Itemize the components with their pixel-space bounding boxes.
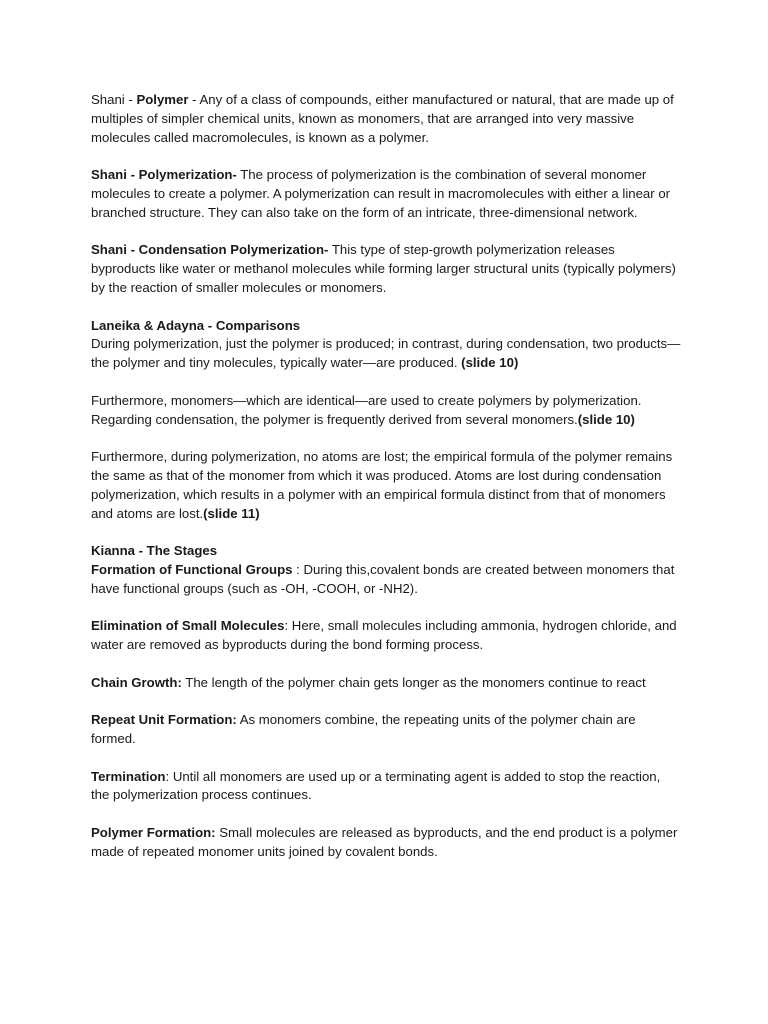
stage-text: Small molecules are released as byproducts, and the end product is a polymer made of repeated monomer units joined by covalent bonds.	[91, 825, 678, 859]
stage-text: As monomers combine, the repeating units of the polymer chain are formed.	[91, 712, 636, 747]
slide-reference: (slide 10)	[577, 411, 635, 427]
stage-term: Repeat Unit Formation:	[91, 712, 237, 728]
slide-reference: (slide 11)	[203, 505, 260, 521]
stage-elimination	[91, 617, 681, 655]
comparison-1-text: During polymerization, just the polymer is produced; in contrast, during condensation, two products—the polymer and tiny molecules, typically water—are produced.	[91, 336, 681, 371]
polymerization-text: The process of polymerization is the combination of several monomer molecules to create a polymer. A polymerization can result in macromolecules with either a linear or branched structure. They can also take on the form of an intricate, three-dimensional network.	[91, 167, 671, 220]
polymerization-heading: Shani - Polymerization-	[91, 167, 237, 183]
polymer-definition	[91, 91, 681, 147]
stage-text: The length of the polymer chain gets longer as the monomers continue to react	[181, 674, 646, 690]
stage-functional-groups	[91, 561, 681, 599]
comparison-paragraph-2	[91, 392, 681, 430]
stage-term: Chain Growth:	[91, 674, 182, 690]
condensation-text: This type of step-growth polymerization releases byproducts like water or methanol molecules while forming larger structural units (typically polymers) by the reaction of smaller molecules or monomers.	[91, 242, 676, 295]
condensation-heading: Shani - Condensation Polymerization-	[91, 242, 329, 258]
comparison-3-text: Furthermore, during polymerization, no atoms are lost; the empirical formula of the polymer remains the same as that of the monomer from which it was produced. Atoms are lost during condensation polymerization, which results in a polymer with an empirical formula distinct from that of monomers and atoms are lost.	[91, 449, 673, 521]
document-page	[91, 91, 681, 862]
term-polymer: Polymer	[136, 92, 189, 107]
stage-term: Formation of Functional Groups	[91, 561, 293, 577]
stage-text: : During this,covalent bonds are created between monomers that have functional groups (such as -OH, -COOH, or -NH2).	[91, 561, 675, 596]
condensation-definition	[91, 241, 681, 297]
stage-text: : Until all monomers are used up or a terminating agent is added to stop the reaction, the polymerization process continues.	[91, 768, 661, 803]
stages-heading: Kianna - The Stages	[91, 543, 218, 559]
stage-polymer-formation	[91, 824, 681, 862]
stage-term: Termination	[91, 768, 166, 784]
polymer-text: - Any of a class of compounds, either manufactured or natural, that are made up of multiples of simpler chemical units, known as monomers, that are arranged into very massive molecules called macromolecules, is known as a polymer.	[91, 92, 674, 145]
polymerization-definition	[91, 166, 681, 222]
slide-reference: (slide 10)	[461, 355, 519, 371]
comparisons-heading: Laneika & Adayna - Comparisons	[91, 317, 301, 333]
stage-termination	[91, 768, 681, 806]
author-name: Shani -	[91, 92, 137, 107]
comparison-2-text: Furthermore, monomers—which are identical—are used to create polymers by polymerization. Regarding condensation, the polymer is frequently derived from several monomers.	[91, 392, 642, 427]
stage-text: : Here, small molecules including ammonia, hydrogen chloride, and water are removed as byproducts during the bond forming process.	[91, 618, 677, 653]
stage-term: Polymer Formation:	[91, 825, 216, 841]
stage-term: Elimination of Small Molecules	[91, 618, 285, 634]
stage-repeat-unit	[91, 711, 681, 749]
stage-chain-growth	[91, 674, 681, 693]
comparison-paragraph-3	[91, 448, 681, 523]
comparison-paragraph-1	[91, 335, 681, 373]
